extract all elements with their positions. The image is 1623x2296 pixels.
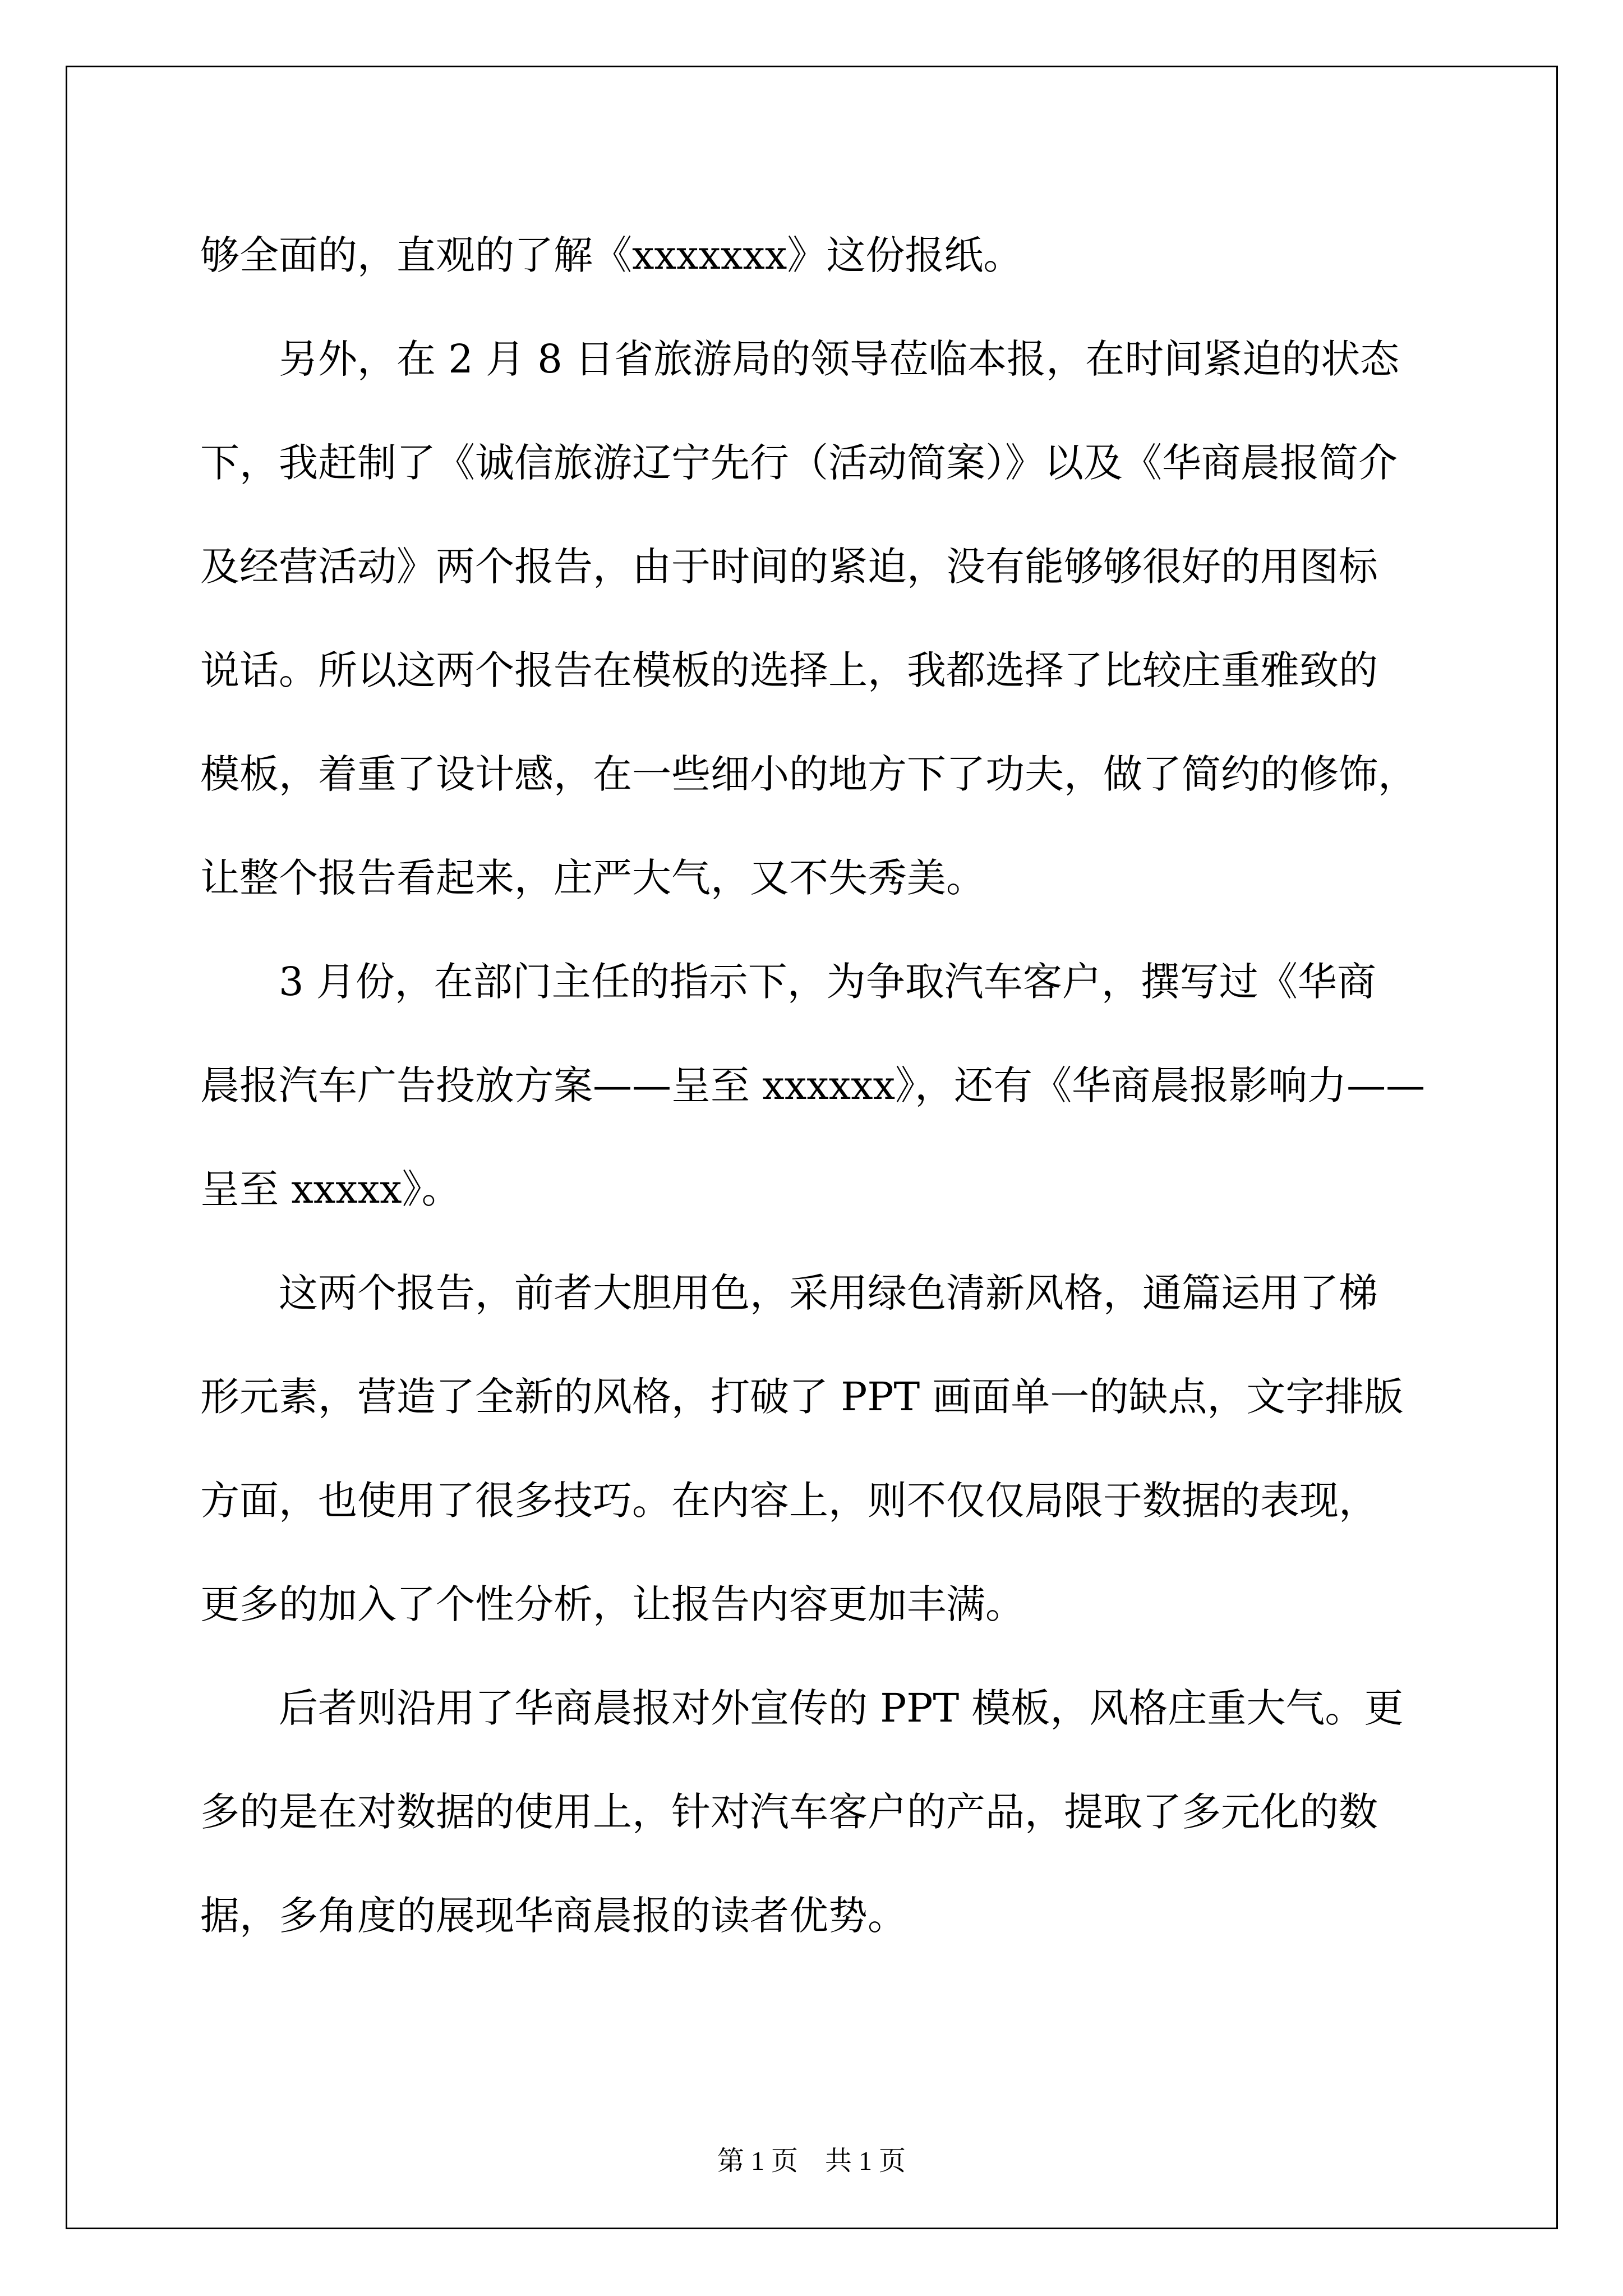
text-line: 晨报汽车广告投放方案——呈至 xxxxxx》，还有《华商晨报影响力—— <box>200 1062 1426 1108</box>
text-line: 据，多角度的展现华商晨报的读者优势。 <box>200 1893 907 1939</box>
text-line: 说话。所以这两个报告在模板的选择上，我都选择了比较庄重雅致的 <box>200 647 1378 693</box>
text-line: 下，我赶制了《诚信旅游辽宁先行（活动简案）》以及《华商晨报简介 <box>200 440 1398 486</box>
paragraph-first-line: 这两个报告，前者大胆用色，采用绿色清新风格，通篇运用了梯 <box>279 1270 1378 1316</box>
text-line: 够全面的，直观的了解《xxxxxxx》这份报纸。 <box>200 232 1023 278</box>
text-line: 模板，着重了设计感，在一些细小的地方下了功夫，做了简约的修饰， <box>200 751 1417 797</box>
paragraph-first-line: 另外，在 2 月 8 日省旅游局的领导莅临本报，在时间紧迫的状态 <box>279 336 1400 382</box>
text-line: 呈至 xxxxx》。 <box>200 1166 461 1212</box>
text-line: 方面，也使用了很多技巧。在内容上，则不仅仅局限于数据的表现， <box>200 1478 1378 1524</box>
text-line: 形元素，营造了全新的风格，打破了 PPT 画面单一的缺点，文字排版 <box>200 1374 1404 1420</box>
text-line: 让整个报告看起来，庄严大气，又不失秀美。 <box>200 855 985 901</box>
text-line: 更多的加入了个性分析，让报告内容更加丰满。 <box>200 1581 1025 1627</box>
text-line: 及经营活动》两个报告，由于时间的紧迫，没有能够够很好的用图标 <box>200 544 1378 590</box>
paragraph-first-line: 后者则沿用了华商晨报对外宣传的 PPT 模板，风格庄重大气。更 <box>279 1685 1404 1731</box>
page-footer: 第 1 页 共 1 页 <box>717 2146 906 2176</box>
text-line: 多的是在对数据的使用上，针对汽车客户的产品，提取了多元化的数 <box>200 1789 1378 1835</box>
paragraph-first-line: 3 月份，在部门主任的指示下，为争取汽车客户，撰写过《华商 <box>279 959 1376 1005</box>
